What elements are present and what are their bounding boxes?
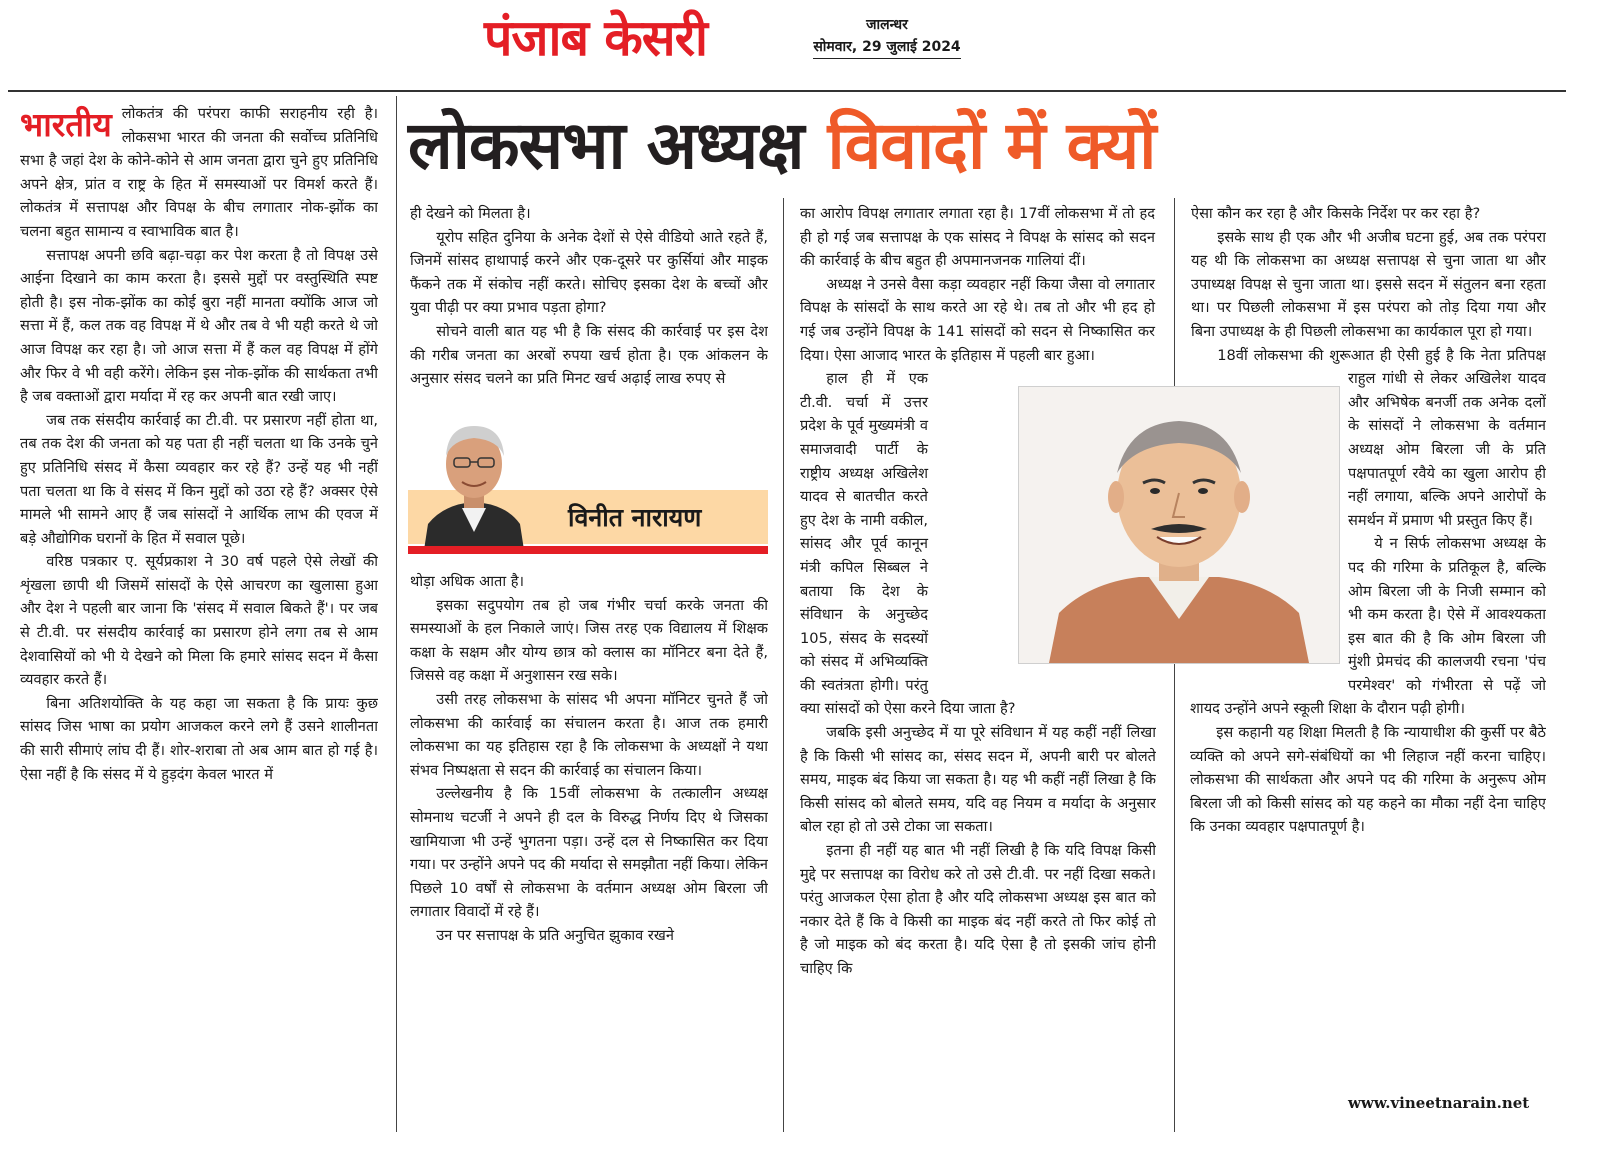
column-3 [800, 202, 1156, 1132]
column-rule [1174, 198, 1175, 1132]
column-2-top [410, 202, 768, 412]
column-rule [783, 198, 784, 1132]
paragraph: उल्लेखनीय है कि 15वीं लोकसभा के तत्कालीन अध्यक्ष सोमनाथ चटर्जी ने अपने ही दल के विरुद्ध निर्णय दिए थे जिसका खामियाजा भी उन्हें भुगतना पड़ा। उन्हें दल से निष्कासित कर दिया गया। पर उन्होंने अपने पद की मर्यादा से समझौता नहीं किया। लेकिन पिछले 10 वर्षों से लोकसभा के वर्तमान अध्यक्ष ओम बिरला जी लगातार विवादों में रहे हैं। [410, 785, 768, 921]
column-rule [396, 96, 397, 1132]
paragraph: उसी तरह लोकसभा के सांसद भी अपना मॉनिटर चुनते हैं जो लोकसभा की कार्रवाई का संचालन करता है। आज तक हमारी लोकसभा का यह इतिहास रहा है कि लोकसभा के अध्यक्षों ने यथा संभव निष्पक्षता से सदन की कार्रवाई का संचालन किया। [410, 690, 768, 779]
paragraph: इसके साथ ही एक और भी अजीब घटना हुई, अब तक परंपरा यह थी कि लोकसभा का अध्यक्ष सत्तापक्ष से चुना जाता था और उपाध्यक्ष विपक्ष से चुना जाता था। इससे सदन में संतुलन बना रहता था। पर पिछली लोकसभा में इस परंपरा को तोड़ दिया गया और बिना उपाध्यक्ष के ही पिछली लोकसभा का कार्यकाल पूरा हो गया। [1191, 228, 1546, 340]
paragraph: इतना ही नहीं यह बात भी नहीं लिखी है कि यदि विपक्ष किसी मुद्दे पर सत्तापक्ष का विरोध करे तो उसे टी.वी. पर नहीं दिखा सकते। परंतु आजकल ऐसा होता है और यदि लोकसभा अध्यक्ष इस बात को नकार देते हैं कि वे किसी का माइक बंद नहीं करते तो फिर कोई तो है जो माइक को बंद करता है। यदि ऐसा है तो इसकी जांच होनी चाहिए कि [800, 842, 1156, 977]
author-photo [414, 412, 534, 550]
speaker-portrait [1018, 386, 1340, 664]
paragraph: सोचने वाली बात यह भी है कि संसद की कार्रवाई पर इस देश की गरीब जनता का अरबों रुपया खर्च होता है। एक आंकलन के अनुसार संसद चलने का प्रति मिनट खर्च अढ़ाई लाख रुपए से [410, 322, 768, 388]
paragraph: यूरोप सहित दुनिया के अनेक देशों से ऐसे वीडियो आते रहते हैं, जिनमें सांसद हाथापाई करने और एक-दूसरे पर कुर्सियां और माइक फैंकने तक में संकोच नहीं करते। सोचिए इसका देश के बच्चों और युवा पीढ़ी पर क्या प्रभाव पड़ता होगा? [410, 228, 768, 317]
website-url: www.vineetnarain.net [1348, 1094, 1530, 1112]
column-1 [20, 102, 378, 1132]
paragraph: बिना अतिशयोक्ति के यह कहा जा सकता है कि प्रायः कुछ सांसद जिस भाषा का प्रयोग आजकल करने लगे हैं उसने शालीनता की सारी सीमाएं लांघ दी हैं। शोर-शराबा तो अब आम बात हो गई है। ऐसा नहीं है कि संसद में ये हुड़दंग केवल भारत में [20, 694, 378, 783]
paragraph: अध्यक्ष ने उनसे वैसा कड़ा व्यवहार नहीं किया जैसा वो लगातार विपक्ष के सांसदों के साथ करते आ रहे थे। तब तो और भी हद हो गई जब उन्होंने विपक्ष के 141 सांसदों को सदन से निष्कासित कर दिया। ऐसा आजाद भारत के इतिहास में पहली बार हुआ। [800, 275, 1155, 364]
headline-part-2: विवादों में क्यों [827, 107, 1156, 184]
paragraph: ऐसा कौन कर रहा है और किसके निर्देश पर कर रहा है? [1191, 205, 1481, 222]
column-2-bottom [410, 570, 768, 1132]
paragraph: ये न सिर्फ लोकसभा अध्यक्ष के पद की गरिमा के प्रतिकूल है, बल्कि ओम बिरला जी के निजी सम्मान को भी कम करता है। ऐसे में आवश्यकता इस बात की है कि ओम बिरला जी मुंशी प्रेमचंद की कालजयी रचना 'पंच परमेश्वर' को गंभीरता से पढ़ें जो शायद उन्होंने अपने स्कूली शिक्षा के दौरान पढ़ी होगी। [1190, 535, 1546, 718]
headline [408, 96, 1558, 196]
paragraph: इसका सदुपयोग तब हो जब गंभीर चर्चा करके जनता की समस्याओं के हल निकाले जाएं। जिस तरह एक विद्यालय में शिक्षक कक्षा के सक्षम और योग्य छात्र को क्लास का मॉनिटर बना देते हैं, जिससे वह कक्षा में अनुशासन रख सके। [410, 596, 768, 685]
paragraph: उन पर सत्तापक्ष के प्रति अनुचित झुकाव रखने [436, 926, 674, 944]
paragraph: ही देखने को मिलता है। [410, 205, 531, 222]
paragraph: 18वीं लोकसभा की शुरूआत ही ऐसी हुई है कि नेता प्रतिपक्ष राहुल गांधी से लेकर अखिलेश यादव और अभिषेक बनर्जी तक अनेक दलों के सांसदों ने लोकसभा के वर्तमान अध्यक्ष ओम बिरला जी के प्रति पक्षपातपूर्ण रवैये का खुला आरोप ही नहीं लगाया, बल्कि अपने आरोपों के समर्थन में प्रमाण भी प्रस्तुत किए हैं। [1217, 346, 1546, 529]
paragraph: लोकतंत्र की परंपरा काफी सराहनीय रही है। लोकसभा भारत की जनता की सर्वोच्च प्रतिनिधि सभा है जहां देश के कोने-कोने से आम जनता द्वारा चुने हुए प्रतिनिधि अपने क्षेत्र, प्रांत व राष्ट्र के हित में समस्याओं पर विमर्श करते हैं। लोकतंत्र में सत्तापक्ष और विपक्ष के बीच लगातार नोक-झोंक का चलना बहुत सामान्य व स्वाभाविक बात है। [20, 105, 378, 240]
top-rule [8, 90, 1566, 92]
kicker: भारतीय [20, 105, 112, 144]
paragraph: सत्तापक्ष अपनी छवि बढ़ा-चढ़ा कर पेश करता है तो विपक्ष उसे आईना दिखाने का काम करता है। इससे मुद्दों पर वस्तुस्थिति स्पष्ट होती है। इस नोक-झोंक का कोई बुरा नहीं मानता क्योंकि आज जो सत्ता में हैं, कल तक वह विपक्ष में थे और तब वे भी यही करते थे जो आज विपक्ष कर रहा है। जो आज सत्ता में हैं कल वह विपक्ष में होंगे और फिर वे भी वही करेंगे। लेकिन इस नोक-झोंक की सार्थकता तभी है जब वक्ताओं द्वारा मर्यादा में रह कर अपनी बात रखी जाए। [20, 246, 378, 406]
paragraph: जबकि इसी अनुच्छेद में या पूरे संविधान में यह कहीं नहीं लिखा है कि किसी भी सांसद का, संसद सदन में, अपनी बारी पर बोलते समय, माइक बंद किया जा सकता है। यह भी कहीं नहीं लिखा है कि किसी सांसद को बोलते समय, यदि वह नियम व मर्यादा के अनुसार बोल रहा हो तो उसे टोका जा सकता। [800, 724, 1156, 836]
masthead-logo: पंजाब केसरी [484, 9, 708, 67]
paragraph: हाल ही में एक टी.वी. चर्चा में उत्तर प्रदेश के पूर्व मुख्यमंत्री व समाजवादी पार्टी के राष्ट्रीय अध्यक्ष अखिलेश यादव से बातचीत करते हुए देश के नामी वकील, सांसद और पूर्व कानून मंत्री कपिल सिब्बल ने बताया कि देश के संविधान के अनुच्छेद 105, संसद के सदस्यों को संसद में अभिव्यक्ति की स्वतंत्रता होगी। परंतु क्या सांसदों को ऐसा करने दिया जाता है? [800, 370, 1016, 718]
author-bar [408, 546, 768, 554]
edition-city: जालन्धर [866, 17, 908, 33]
author-name: विनीत नारायण [568, 503, 702, 532]
edition-date: सोमवार, 29 जुलाई 2024 [813, 36, 960, 59]
paragraph: जब तक संसदीय कार्रवाई का टी.वी. पर प्रसारण नहीं होता था, तब तक देश की जनता को यह पता ही नहीं चलता था कि उनके चुने हुए प्रतिनिधि संसद में कैसा व्यवहार कर रहे हैं? उन्हें यह भी नहीं पता चलता था कि वे संसद में किन मुद्दों को उठा रहे हैं? अक्सर ऐसे मामले भी सामने आए हैं जब सांसदों ने आर्थिक लाभ की एवज में बड़े औद्योगिक घरानों के हित में सवाल पूछे। [20, 411, 378, 547]
dateline [812, 14, 962, 59]
paragraph: थोड़ा अधिक आता है। [410, 573, 525, 590]
paragraph: इस कहानी यह शिक्षा मिलती है कि न्यायाधीश की कुर्सी पर बैठे व्यक्ति को अपने सगे-संबंधियों का भी लिहाज नहीं करना चाहिए। लोकसभा की सार्थकता और अपने पद की गरिमा के अनुरूप ओम बिरला जी को किसी सांसद को यह कहने का मौका नहीं देना चाहिए कि उनका व्यवहार पक्षपातपूर्ण है। [1190, 724, 1546, 836]
speaker-illustration [1019, 387, 1339, 663]
author-box [408, 412, 768, 554]
paragraph: का आरोप विपक्ष लगातार लगाता रहा है। 17वीं लोकसभा में तो हद ही हो गई जब सत्तापक्ष के एक सांसद ने विपक्ष के सांसद को सदन की कार्रवाई के बीच बहुत ही अपमानजनक गालियां दीं। [800, 205, 1155, 270]
headline-part-1: लोकसभा अध्यक्ष [408, 107, 804, 184]
paragraph: वरिष्ठ पत्रकार ए. सूर्यप्रकाश ने 30 वर्ष पहले ऐसे लेखों की शृंखला छापी थी जिसमें सांसदों के ऐसे आचरण का खुलासा हुआ और देश ने पहली बार जाना कि 'संसद में सवाल बिकते हैं'। पर जब से टी.वी. पर संसदीय कार्रवाई का प्रसारण होने लगा तब से आम देशवासियों को भी ये देखने को मिला कि हमारे सांसद सदन में कैसा व्यवहार करते हैं। [20, 553, 378, 689]
